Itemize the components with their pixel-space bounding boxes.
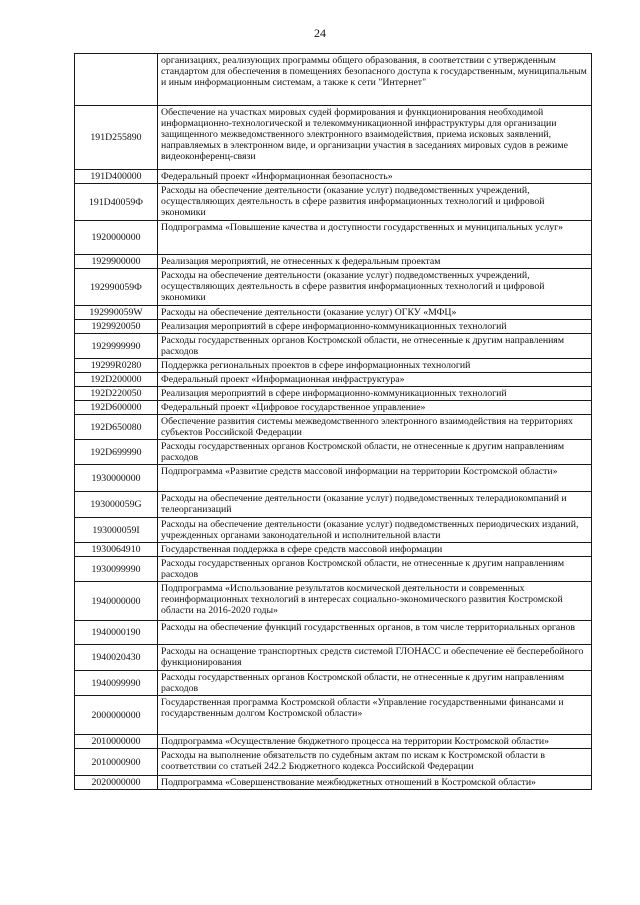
description-cell: Расходы на обеспечение деятельности (оказание услуг) подведомственных учреждений, осуществляющих деятельность в сфере развития информационных технологий и цифровой экономики bbox=[158, 184, 592, 221]
table-row bbox=[75, 306, 592, 320]
code-cell: 192990059Ф bbox=[75, 269, 158, 306]
table-row bbox=[75, 440, 592, 465]
table-row bbox=[75, 334, 592, 359]
code-cell: 2010000900 bbox=[75, 749, 158, 776]
description-cell: Государственная программа Костромской области «Управление государственными финансами и государственным долгом Костромской области» bbox=[158, 696, 592, 735]
code-cell: 1929920050 bbox=[75, 320, 158, 334]
description-cell: Реализация мероприятий в сфере информационно-коммуникационных технологий bbox=[158, 387, 592, 401]
description-cell: Федеральный проект «Цифровое государственное управление» bbox=[158, 401, 592, 415]
description-cell: Расходы на обеспечение деятельности (оказание услуг) подведомственных телерадиокомпаний и телеорганизаций bbox=[158, 492, 592, 518]
code-cell: 192D220050 bbox=[75, 387, 158, 401]
code-cell: 1940099990 bbox=[75, 671, 158, 696]
description-cell: Федеральный проект «Информационная инфраструктура» bbox=[158, 373, 592, 387]
code-cell: 1929999990 bbox=[75, 334, 158, 359]
description-cell: Подпрограмма «Использование результатов космической деятельности и современных геоинформационных технологий в интересах социально-экономического развития Костромской области на 2016-2020 годы» bbox=[158, 582, 592, 621]
table-row bbox=[75, 221, 592, 255]
code-cell: 1929900000 bbox=[75, 255, 158, 269]
table-row bbox=[75, 255, 592, 269]
table-row bbox=[75, 184, 592, 221]
table-row bbox=[75, 387, 592, 401]
description-cell: Расходы на обеспечение деятельности (оказание услуг) ОГКУ «МФЦ» bbox=[158, 306, 592, 320]
code-cell: 1930064910 bbox=[75, 543, 158, 557]
code-cell: 191D255890 bbox=[75, 106, 158, 170]
code-cell: 192990059W bbox=[75, 306, 158, 320]
code-cell bbox=[75, 54, 158, 106]
table-row bbox=[75, 557, 592, 582]
code-cell: 1930000000 bbox=[75, 465, 158, 492]
description-cell: Расходы на выполнение обязательств по судебным актам по искам к Костромской области в соответствии со статьей 242.2 Бюджетного кодекса Российской Федерации bbox=[158, 749, 592, 776]
code-cell: 191D400000 bbox=[75, 170, 158, 184]
code-cell: 2010000000 bbox=[75, 735, 158, 749]
budget-code-table bbox=[74, 53, 592, 790]
code-cell: 192D200000 bbox=[75, 373, 158, 387]
table-row bbox=[75, 373, 592, 387]
table-row bbox=[75, 359, 592, 373]
code-cell: 1940020430 bbox=[75, 645, 158, 671]
code-cell: 2020000000 bbox=[75, 776, 158, 790]
code-cell: 1940000190 bbox=[75, 621, 158, 645]
description-cell: организациях, реализующих программы общего образования, в соответствии с утвержденным стандартом для обеспечения в помещениях безопасного доступа к государственным, муниципальным и иным информационным системам, а также к сети "Интернет" bbox=[158, 54, 592, 106]
table-row bbox=[75, 749, 592, 776]
table-row bbox=[75, 465, 592, 492]
description-cell: Подпрограмма «Развитие средств массовой информации на территории Костромской области» bbox=[158, 465, 592, 492]
description-cell: Реализация мероприятий, не отнесенных к федеральным проектам bbox=[158, 255, 592, 269]
code-cell: 2000000000 bbox=[75, 696, 158, 735]
description-cell: Расходы государственных органов Костромской области, не отнесенные к другим направлениям расходов bbox=[158, 334, 592, 359]
table-row bbox=[75, 269, 592, 306]
code-cell: 1940000000 bbox=[75, 582, 158, 621]
description-cell: Федеральный проект «Информационная безопасность» bbox=[158, 170, 592, 184]
description-cell: Расходы государственных органов Костромской области, не отнесенные к другим направлениям расходов bbox=[158, 671, 592, 696]
description-cell: Государственная поддержка в сфере средств массовой информации bbox=[158, 543, 592, 557]
table-body bbox=[75, 54, 592, 790]
code-cell: 191D40059Ф bbox=[75, 184, 158, 221]
table-row bbox=[75, 106, 592, 170]
description-cell: Подпрограмма «Совершенствование межбюджетных отношений в Костромской области» bbox=[158, 776, 592, 790]
page-number: 24 bbox=[314, 26, 326, 40]
code-cell: 1930099990 bbox=[75, 557, 158, 582]
description-cell: Реализация мероприятий в сфере информационно-коммуникационных технологий bbox=[158, 320, 592, 334]
code-cell: 1920000000 bbox=[75, 221, 158, 255]
table-row bbox=[75, 518, 592, 543]
table-row bbox=[75, 645, 592, 671]
code-cell: 19299R0280 bbox=[75, 359, 158, 373]
description-cell: Обеспечение на участках мировых судей формирования и функционирования необходимой информационно-технологической и телекоммуникационной инфраструктуры для организации защищенного межведомственного электронного взаимодействия, приема исковых заявлений, направляемых в электронном виде, и организации участия в заседаниях мировых судов в режиме видеоконференц-связи bbox=[158, 106, 592, 170]
table-row bbox=[75, 54, 592, 106]
table-row bbox=[75, 492, 592, 518]
description-cell: Обеспечение развития системы межведомственного электронного взаимодействия на территориях субъектов Российской Федерации bbox=[158, 415, 592, 440]
description-cell: Подпрограмма «Повышение качества и доступности государственных и муниципальных услуг» bbox=[158, 221, 592, 255]
description-cell: Расходы на обеспечение деятельности (оказание услуг) подведомственных периодических изданий, учрежденных органами законодательной и исполнительной власти bbox=[158, 518, 592, 543]
table-row bbox=[75, 582, 592, 621]
description-cell: Подпрограмма «Осуществление бюджетного процесса на территории Костромской области» bbox=[158, 735, 592, 749]
table-row bbox=[75, 735, 592, 749]
table-row bbox=[75, 415, 592, 440]
description-cell: Расходы на оснащение транспортных средств системой ГЛОНАСС и обеспечение её бесперебойного функционирования bbox=[158, 645, 592, 671]
description-cell: Расходы на обеспечение деятельности (оказание услуг) подведомственных учреждений, осуществляющих деятельность в сфере развития информационных технологий и цифровой экономики bbox=[158, 269, 592, 306]
description-cell: Расходы на обеспечение функций государственных органов, в том числе территориальных органов bbox=[158, 621, 592, 645]
code-cell: 192D699990 bbox=[75, 440, 158, 465]
description-cell: Расходы государственных органов Костромской области, не отнесенные к другим направлениям расходов bbox=[158, 440, 592, 465]
description-cell: Расходы государственных органов Костромской области, не отнесенные к другим направлениям расходов bbox=[158, 557, 592, 582]
code-cell: 193000059I bbox=[75, 518, 158, 543]
table-row bbox=[75, 621, 592, 645]
code-cell: 193000059G bbox=[75, 492, 158, 518]
table-row bbox=[75, 320, 592, 334]
table-row bbox=[75, 401, 592, 415]
table-row bbox=[75, 170, 592, 184]
description-cell: Поддержка региональных проектов в сфере информационных технологий bbox=[158, 359, 592, 373]
code-cell: 192D600000 bbox=[75, 401, 158, 415]
code-cell: 192D650080 bbox=[75, 415, 158, 440]
table-row bbox=[75, 696, 592, 735]
table-row bbox=[75, 776, 592, 790]
table-row bbox=[75, 543, 592, 557]
table-row bbox=[75, 671, 592, 696]
